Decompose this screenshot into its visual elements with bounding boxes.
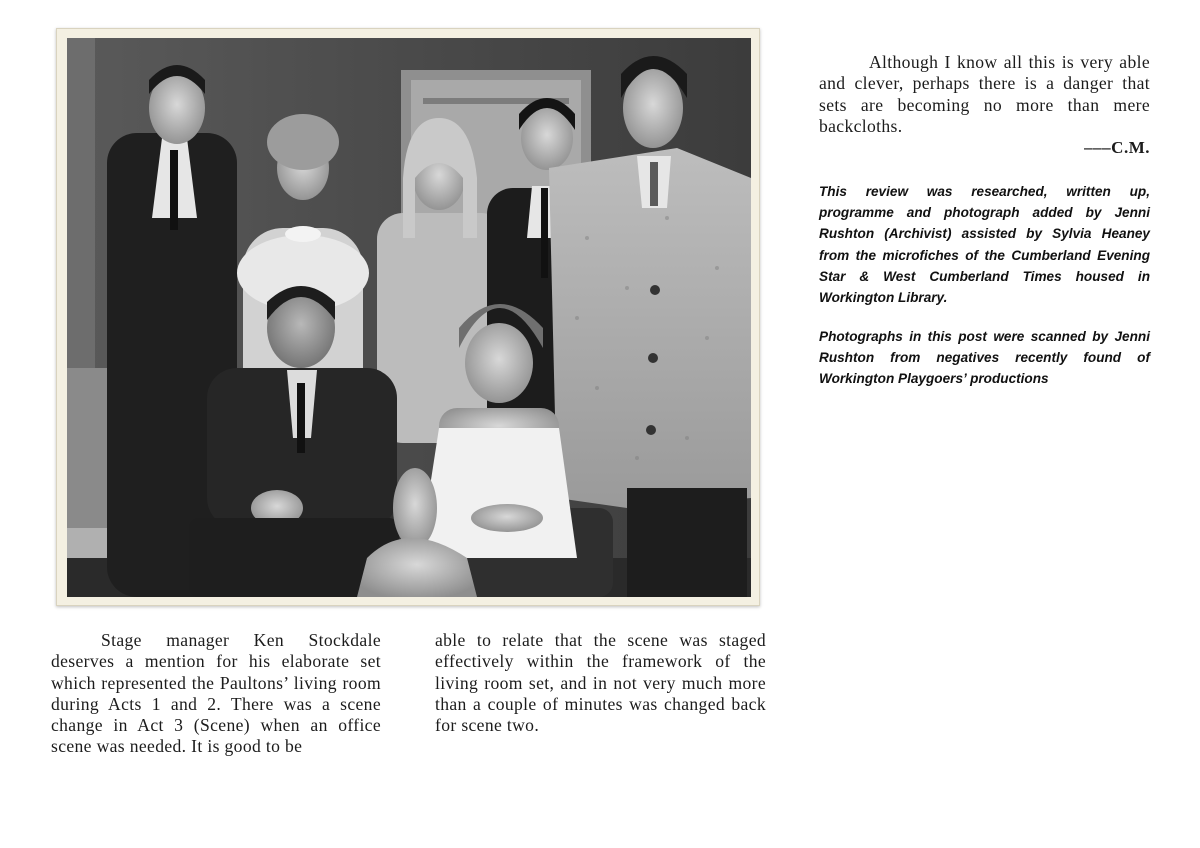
author-signature: –––C.M. (1084, 138, 1150, 157)
article-text-left: Stage manager Ken Stockdale deserves a mention for his elaborate set which represented the Paultons’ living room during Acts 1 and 2. There was a scene change in Act 3 (Scene) when an office scene was needed. It is good to be (51, 630, 381, 757)
article-text-right: Although I know all this is very able and clever, perhaps there is a danger that sets are becoming no more than mere backcloths. (819, 52, 1150, 136)
group-photo-image (67, 38, 751, 597)
photo-frame (56, 28, 760, 606)
article-text-left-column (51, 630, 381, 758)
article-text-right-column (819, 52, 1150, 137)
article-text-middle-column: able to relate that the scene was staged effectively within the framework of the living room set, and in not very much more than a couple of minutes was changed back for scene two. (435, 630, 766, 736)
photo-credit-note: Photographs in this post were scanned by Jenni Rushton from negatives recently found of Workington Playgoers’ productions (819, 329, 1150, 387)
cast-group-photo (67, 38, 751, 597)
research-credit-note: This review was researched, written up, programme and photograph added by Jenni Rushton (Archivist) assisted by Sylvia Heaney from the microfiches of the Cumberland Evening Star & West Cumberland Times housed in Workington Library. (819, 184, 1150, 306)
